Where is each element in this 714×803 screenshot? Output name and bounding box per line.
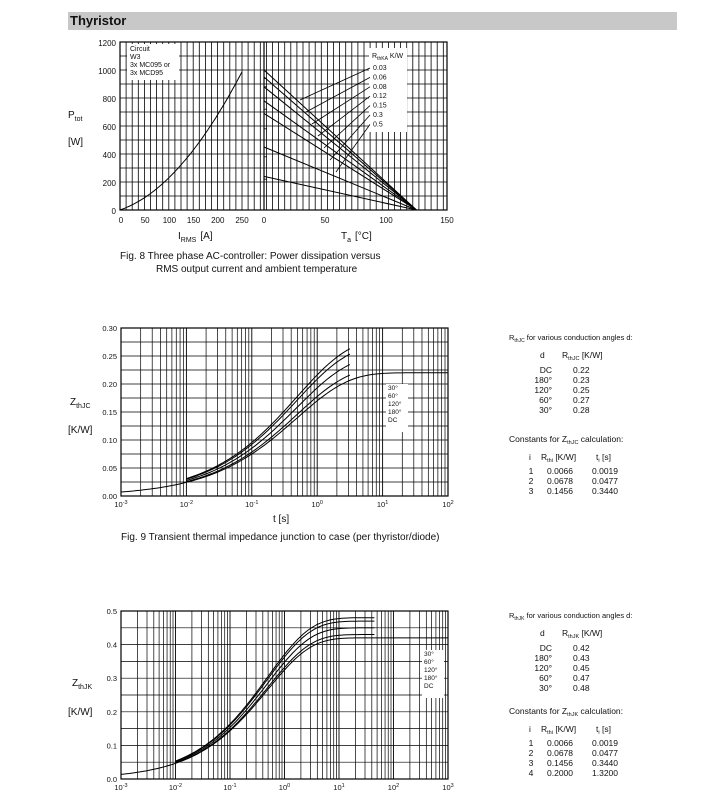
fig10-curve-label: 180° [424, 675, 438, 682]
fig8-xlabel-left: $I_{RMS}$ [A] [178, 231, 213, 244]
table2-crow-i: 1 [528, 738, 534, 748]
fig9-xtick: $10^2$ [442, 500, 454, 509]
fig10-xtick: $10^1$ [333, 783, 345, 792]
table2-ccol-i: i [529, 724, 531, 734]
table1-row-d: 180° [534, 375, 552, 385]
table2-row-d: 180° [534, 653, 552, 663]
fig10-curve-label: 60° [424, 659, 434, 666]
fig9-xticks [114, 500, 453, 509]
table2-crow-t: 0.0477 [592, 748, 618, 758]
fig8-xtick-left: 50 [140, 216, 150, 225]
fig8-ytick: 0 [111, 207, 116, 216]
table2-row-r: 0.45 [573, 663, 590, 673]
fig8-ytick: 1200 [98, 39, 116, 48]
fig10-xtick: $10^{-2}$ [168, 783, 183, 792]
table-rthjc [509, 333, 633, 496]
table1-row-d: 30° [539, 405, 552, 415]
table2-row-d: 120° [534, 663, 552, 673]
fig10-curve-label: DC [424, 683, 434, 690]
fig9-xtick: $10^1$ [376, 500, 389, 509]
fig8-legend-item: 0.3 [373, 112, 383, 119]
table1-row-r: 0.28 [573, 405, 590, 415]
fig10-curve-label: 120° [424, 667, 438, 674]
fig8-xtick-right: 0 [261, 216, 267, 225]
fig10-ytick: 0.3 [106, 674, 117, 684]
fig9-ytick: 0.00 [102, 492, 117, 501]
section-title: Thyristor [70, 13, 127, 28]
fig9-ytick: 0.25 [102, 352, 117, 361]
table1-col-r: $R_{thJC}$ [K/W] [562, 350, 603, 362]
table1-ccol-i: i [529, 452, 531, 462]
fig8-legend-item: 0.06 [373, 74, 387, 82]
fig9-xlabel: t [s] [273, 514, 290, 525]
fig8-xticks [119, 216, 454, 225]
fig10-xtick: $10^{-1}$ [223, 783, 237, 792]
table2-ccol-r: $R_{thi}$ [K/W] [541, 724, 577, 736]
table1-col-d: d [540, 350, 545, 360]
fig9-ytick: 0.05 [102, 464, 117, 473]
table1-crow-i: 2 [528, 476, 534, 486]
fig8-xtick-right: 100 [379, 216, 393, 225]
table2-const-rows [529, 738, 619, 778]
fig8-ytick: 600 [102, 123, 116, 132]
table2-row-r: 0.42 [573, 643, 590, 653]
table1-crow-i: 1 [528, 466, 534, 476]
fig10-ytick: 0.2 [106, 707, 117, 717]
table2-col-r: $R_{thJK}$ [K/W] [562, 628, 603, 640]
table2-row-r: 0.47 [573, 673, 590, 683]
fig8-xtick-left: 0 [118, 216, 124, 225]
fig8-ylabel: $P_{tot}$ [68, 110, 83, 123]
table2-crow-t: 1.3200 [592, 768, 618, 778]
fig8-chart [68, 39, 454, 275]
table2-crow-r: 0.2000 [547, 768, 573, 778]
table2-crow-r: 0.1456 [547, 758, 573, 768]
table2-ccol-t: $t_i$ [s] [596, 724, 611, 736]
fig8-caption-line2: RMS output current and ambient temperature [156, 264, 358, 275]
table1-crow-i: 3 [528, 486, 534, 496]
fig10-curve-60deg [176, 621, 375, 761]
fig9-caption: Fig. 9 Transient thermal impedance junction to case (per thyristor/diode) [121, 532, 440, 543]
fig9-ytick: 0.15 [102, 408, 117, 417]
fig8-xtick-right: 150 [440, 216, 454, 225]
fig8-circuit-note-3: 3x MC095 or [130, 62, 171, 69]
fig9-curve-label: 120° [388, 401, 402, 408]
fig9-curve-60deg [186, 354, 350, 479]
fig9-xtick: $10^{-1}$ [245, 500, 259, 509]
table1-crow-t: 0.0019 [592, 466, 618, 476]
fig9-xtick: $10^{-2}$ [179, 500, 194, 509]
table1-row-r: 0.25 [573, 385, 590, 395]
table-rthjk [509, 611, 632, 778]
table1-rows [534, 365, 589, 415]
table1-title: $R_{thJC}$ for various conduction angles d: [509, 333, 633, 344]
fig9-yticks [102, 324, 117, 501]
fig9-ytick: 0.10 [102, 436, 117, 445]
fig10-ytick: 0.1 [106, 741, 117, 751]
table1-row-r: 0.27 [573, 395, 590, 405]
fig8-ytick: 200 [102, 179, 116, 188]
fig9-ylabel: $Z_{thJC}$ [70, 397, 91, 410]
table2-crow-r: 0.0678 [547, 748, 573, 758]
table1-crow-t: 0.0477 [592, 476, 618, 486]
fig8-yticks [98, 39, 116, 216]
fig10-yticks [107, 607, 117, 784]
fig10-xtick: $10^0$ [278, 783, 291, 792]
fig8-yunit: [W] [68, 137, 83, 148]
fig9-ytick: 0.30 [102, 324, 117, 333]
table1-const-title: Constants for $Z_{thJC}$ calculation: [509, 434, 624, 446]
table2-crow-t: 0.3440 [592, 758, 618, 768]
fig10-curve-label: 30° [424, 651, 434, 658]
fig9-chart [68, 324, 454, 543]
fig8-legend-item: 0.15 [373, 102, 387, 110]
fig10-ytick: 0.0 [106, 775, 117, 784]
fig9-curve-30deg [186, 349, 350, 479]
table2-row-d: DC [539, 643, 552, 653]
fig10-ylabel: $Z_{thJK}$ [72, 678, 93, 691]
fig8-legend [300, 65, 387, 172]
table2-rows [534, 643, 589, 693]
fig8-xtick-left: 100 [162, 216, 177, 225]
table2-crow-i: 3 [528, 758, 534, 768]
fig8-legend-item: 0.12 [373, 93, 387, 101]
table2-row-d: 60° [539, 673, 552, 683]
fig8-xtick-left: 250 [235, 216, 249, 225]
fig9-curve-label: 180° [388, 409, 402, 416]
fig9-curve-label: DC [388, 417, 398, 424]
table1-row-d: 120° [534, 385, 552, 395]
fig10-xtick: $10^2$ [387, 783, 400, 792]
fig8-ytick: 800 [102, 95, 116, 104]
fig8-caption-line1: Fig. 8 Three phase AC-controller: Power dissipation versus [120, 251, 381, 262]
table1-const-rows [529, 466, 619, 496]
table1-ccol-r: $R_{thi}$ [K/W] [541, 452, 577, 464]
fig8-ytick: 400 [102, 151, 116, 160]
table2-row-d: 30° [539, 683, 552, 693]
table1-crow-r: 0.0066 [547, 466, 573, 476]
fig9-ytick: 0.20 [102, 380, 117, 389]
table1-crow-r: 0.1456 [547, 486, 573, 496]
table1-crow-r: 0.0678 [547, 476, 573, 486]
fig10-xtick: $10^{-3}$ [114, 783, 128, 792]
fig10-chart [68, 607, 454, 792]
fig8-legend-item: 0.03 [373, 65, 387, 72]
fig10-ytick: 0.4 [106, 640, 117, 650]
table1-row-r: 0.22 [573, 365, 590, 375]
table1-row-r: 0.23 [573, 375, 590, 385]
fig9-curve-label: 60° [388, 393, 398, 400]
fig10-curve-30deg [176, 618, 375, 761]
fig10-grid [121, 611, 448, 779]
fig9-xtick: $10^{-3}$ [114, 500, 128, 509]
fig9-curve-120deg [186, 365, 350, 481]
table2-col-d: d [540, 628, 545, 638]
fig10-xticks [114, 783, 453, 792]
fig8-ytick: 1000 [98, 67, 116, 76]
table2-crow-i: 4 [528, 768, 534, 778]
fig10-xtick: $10^3$ [442, 783, 454, 792]
fig9-curve-180deg [186, 375, 350, 482]
fig8-circuit-note-4: 3x MCD95 [130, 70, 164, 77]
fig8-legend-item: 0.5 [373, 121, 383, 129]
fig8-legend-title: $R_{thKA}$ K/W [372, 53, 404, 62]
fig8-xtick-left: 150 [186, 216, 201, 225]
table2-crow-i: 2 [528, 748, 534, 758]
table2-title: $R_{thJK}$ for various conduction angles d: [509, 611, 633, 622]
table2-crow-t: 0.0019 [592, 738, 618, 748]
table2-row-r: 0.43 [573, 653, 590, 663]
table1-crow-t: 0.3440 [592, 486, 618, 496]
table2-const-title: Constants for $Z_{thJK}$ calculation: [509, 706, 624, 718]
fig8-xtick-right: 50 [320, 216, 330, 225]
fig8-legend-item: 0.08 [373, 83, 387, 91]
fig9-curve-label: 30° [388, 385, 398, 392]
table1-row-d: DC [539, 365, 552, 375]
table1-ccol-t: $t_i$ [s] [596, 452, 611, 464]
fig9-xtick: $10^0$ [311, 500, 323, 509]
fig10-yunit: [K/W] [68, 707, 93, 718]
fig8-xlabel-right: $T_a$ [°C] [341, 231, 372, 244]
fig8-rth-line-0.3 [264, 147, 417, 210]
table2-crow-r: 0.0066 [547, 738, 573, 748]
table2-row-r: 0.48 [573, 683, 590, 693]
fig10-ytick: 0.5 [106, 607, 117, 616]
fig8-circuit-note-1: Circuit [130, 46, 150, 53]
fig8-xtick-left: 200 [211, 216, 225, 225]
table1-row-d: 60° [539, 395, 552, 405]
fig10-curve-180deg [176, 635, 375, 764]
fig8-circuit-note-2: W3 [130, 54, 141, 61]
fig9-yunit: [K/W] [68, 425, 93, 436]
